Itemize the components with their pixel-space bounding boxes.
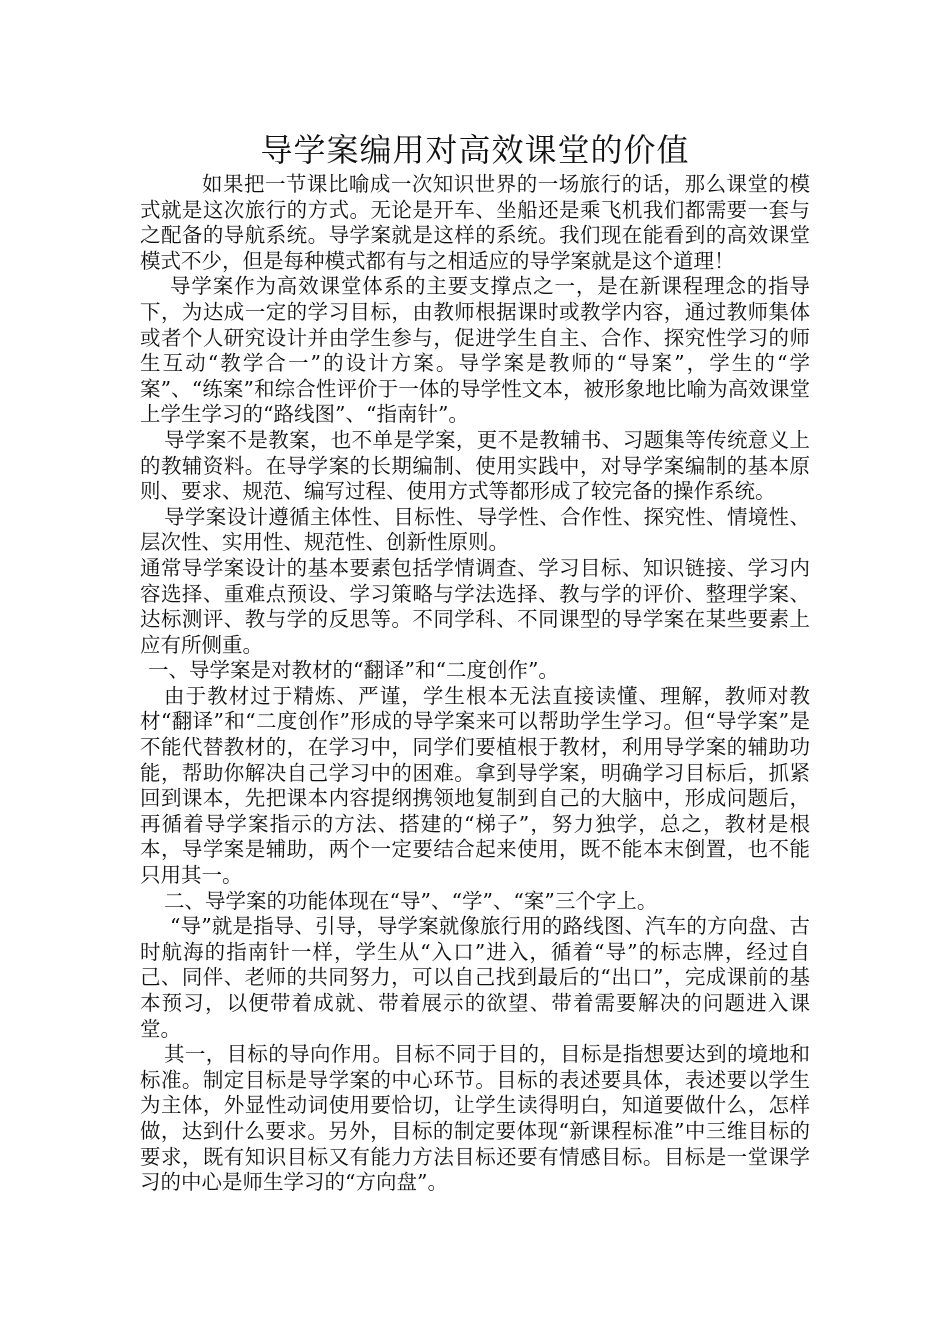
document-body [140, 172, 810, 1196]
section-heading-2: 二、导学案的功能体现在“导”、“学”、“案”三个字上。 [164, 888, 658, 913]
paragraph-guide: “导”就是指导、引导，导学案就像旅行用的路线图、汽车的方向盘、古时航海的指南针一样，学生从“入口”进入，循着“导”的标志牌，经过自己、同伴、老师的共同努力，可以自己找到最后的“出口”，完成课前的基本预习，以便带着成就、带着展示的欲望、带着需要解决的问题进入课堂。 [140, 914, 810, 1041]
paragraph-translation: 由于教材过于精炼、严谨，学生根本无法直接读懂、理解，教师对教材“翻译”和“二度创作”形成的导学案来可以帮助学生学习。但“导学案”是不能代替教材的，在学习中，同学们要植根于教材，利用导学案的辅助功能，帮助你解决自己学习中的困难。拿到导学案，明确学习目标后，抓紧回到课本，先把课本内容提纲携领地复制到自己的大脑中，形成问题后，再循着导学案指示的方法、搭建的“梯子”，努力独学，总之，教材是根本，导学案是辅助，两个一定要结合起来使用，既不能本末倒置，也不能只用其一。 [140, 683, 810, 888]
paragraph-goal-orientation: 其一，目标的导向作用。目标不同于目的，目标是指想要达到的境地和标准。制定目标是导学案的中心环节。目标的表述要具体，表述要以学生为主体，外显性动词使用要恰切，让学生读得明白，知道要做什么，怎样做，达到什么要求。另外，目标的制定要体现“新课程标准”中三维目标的要求，既有知识目标又有能力方法目标还要有情感目标。目标是一堂课学习的中心是师生学习的“方向盘”。 [140, 1042, 810, 1195]
document-title: 导学案编用对高效课堂的价值 [260, 131, 690, 169]
paragraph-intro: 如果把一节课比喻成一次知识世界的一场旅行的话，那么课堂的模式就是这次旅行的方式。无论是开车、坐船还是乘飞机我们都需要一套与之配备的导航系统。导学案就是这样的系统。我们现在能看到的高效课堂模式不少，但是每种模式都有与之相适应的导学案就是这个道理！ [140, 172, 810, 273]
paragraph-principles: 导学案设计遵循主体性、目标性、导学性、合作性、探究性、情境性、层次性、实用性、规范性、创新性原则。 [140, 504, 810, 555]
paragraph-definition: 导学案作为高效课堂体系的主要支撑点之一，是在新课程理念的指导下，为达成一定的学习目标，由教师根据课时或教学内容，通过教师集体或者个人研究设计并由学生参与，促进学生自主、合作、探究性学习的师生互动“教学合一”的设计方案。导学案是教师的“导案”，学生的“学案”、“练案”和综合性评价于一体的导学性文本，被形象地比喻为高效课堂上学生学习的“路线图”、“指南针”。 [140, 274, 810, 427]
paragraph-elements: 通常导学案设计的基本要素包括学情调查、学习目标、知识链接、学习内容选择、重难点预设、学习策略与学法选择、教与学的评价、整理学案、达标测评、教与学的反思等。不同学科、不同课型的导学案在某些要素上应有所侧重。 [140, 555, 810, 657]
section-heading-1: 一、导学案是对教材的“翻译”和“二度创作”。 [148, 658, 559, 683]
paragraph-not-lesson-plan: 导学案不是教案，也不单是学案，更不是教辅书、习题集等传统意义上的教辅资料。在导学案的长期编制、使用实践中，对导学案编制的基本原则、要求、规范、编写过程、使用方式等都形成了较完备的操作系统。 [140, 427, 810, 504]
